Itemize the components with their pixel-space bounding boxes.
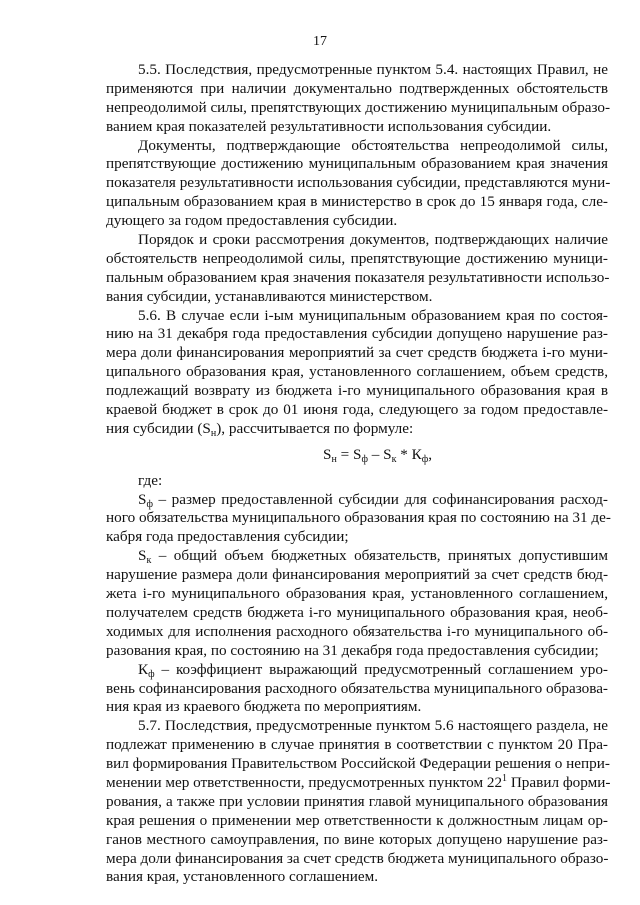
text-line: непреодолимой силы, препятствующих достижению муниципальным образо- [106,98,611,116]
definition-s-k [106,547,608,660]
text-line: нарушение размера доли финансирования мероприятий за счет средств бюд- [106,566,608,584]
text-line: обстоятельств непреодолимой силы, препятствующие достижению муници- [106,249,608,267]
text-line: 5.7. Последствия, предусмотренные пунктом 5.6 настоящего раздела, не [138,717,608,735]
text-line: ния края из краевого бюджета по мероприятиям. [106,698,422,716]
text-line: вания края, установленного соглашением. [106,868,378,886]
definition-s-f [106,490,611,548]
text-line: Документы, подтверждающие обстоятельства непреодолимой силы, [138,136,608,154]
text-line: $К_ф$ – коэффициент выражающий предусмотренный соглашением уро- [138,660,608,680]
text-line: подлежат применению в случае принятия в соответствии с пунктом 20 Пра- [106,736,608,754]
text-line: ципальным образованием края в министерство в срок до 15 января года, сле- [106,193,608,211]
text-line: дующего за годом предоставления субсидии. [106,212,398,230]
spacer [106,465,608,472]
text-line: краевой бюджет в срок до 01 июня года, следующего за годом предоставле- [106,401,608,419]
text-line: мера доли финансирования за счет средств бюджета муниципального образо- [106,849,609,867]
text-line: ходимых для исполнения расходного обязательства i-го муниципального об- [106,622,608,640]
text-line: ного обязательства муниципального образования края по состоянию на 31 де- [106,509,611,527]
text-line: $S_к$ – общий объем бюджетных обязательств, принятых допустившим [138,547,608,567]
document-body [106,61,611,887]
definition-k-f [106,661,608,718]
text-line: применяются при наличии документально подтвержденных обстоятельств [106,79,608,97]
text-line: нию на 31 декабря года предоставления субсидии допущено нарушение раз- [106,325,608,343]
paragraph-5-6 [106,307,608,439]
paragraph-5-7 [106,717,611,887]
text-line: 5.6. В случае если i-ым муниципальным образованием края по состоя- [138,306,608,324]
formula: $S_н = S_ф - S_к * К_ф$, [323,445,433,465]
text-line: 5.5. Последствия, предусмотренные пунктом 5.4. настоящих Правил, не [138,61,608,78]
text-line: ния субсидии $(S_н)$, рассчитывается по формуле: [106,419,414,439]
text-line: рования, а также при условии принятия главой муниципального образования [106,792,608,810]
text-line: кабря года предоставления субсидии; [106,528,349,546]
text-line: Порядок и сроки рассмотрения документов, подтверждающих наличие [138,231,608,249]
text-line: вил формирования Правительством Российской Федерации решения о непри- [106,755,610,773]
paragraph-documents [106,136,611,231]
text-line: получателем средств бюджета i-го муниципального образования края, необ- [106,603,608,621]
text-line: $S_ф$ – размер предоставленной субсидии для софинансирования расход- [138,490,608,510]
text-line: жета i-го муниципального образования края, установленного соглашением, [106,585,608,603]
text-line: менении мер ответственности, предусмотренных пунктом $22^1$ Правил форми- [106,772,611,791]
text-line: препятствующие достижению муниципальным образованием края значения [106,155,608,173]
text-line: ванием края показателей результативности использования субсидии. [106,117,552,135]
text-line: разования края, по состоянию на 31 декабря года предоставления субсидии; [106,641,599,659]
paragraph-5-5 [106,61,611,137]
page-number: 17 [313,34,327,49]
text-line: вания субсидии, устанавливаются министерством. [106,287,433,305]
text-line: подлежащий возврату из бюджета i-го муниципального образования края в [106,382,608,400]
where-label: где: [138,471,163,489]
text-line: ципального образования края, установленного соглашением, объем средств, [106,363,608,381]
text-line: края решения о применении мер ответственности к должностным лицам ор- [106,811,608,829]
text-line: показателя результативности использования субсидии, представляются муни- [106,174,611,192]
text-line: пальным образованием края значения показателя результативности использо- [106,268,610,286]
spacer [106,439,608,446]
text-line: мера доли финансирования мероприятий за счет средств бюджета i-го муни- [106,344,608,362]
text-line: ганов местного самоуправления, по вине которых допущено нарушение раз- [106,830,608,848]
paragraph-procedure [106,231,608,307]
text-line: вень софинансирования расходного обязательства муниципального образова- [106,679,608,697]
